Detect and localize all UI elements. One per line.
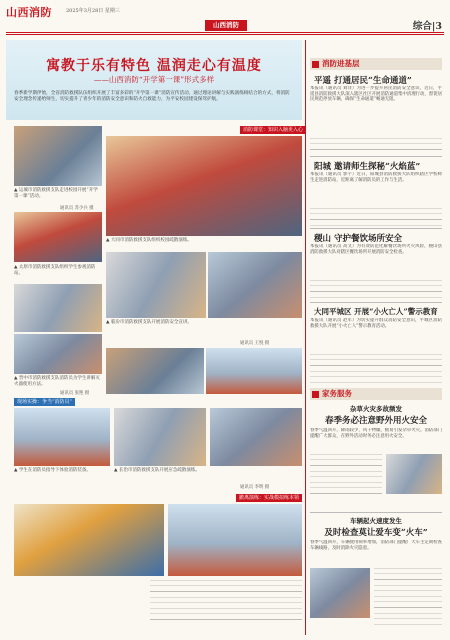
article-body-continued [310, 454, 382, 494]
section-header-household: 家务服务 [310, 388, 442, 400]
feature-title: 寓教于乐有特色 温润走心有温度 [46, 58, 262, 74]
photo-classroom-1 [14, 126, 102, 186]
photo-interview [208, 252, 302, 318]
photo-credit: 通讯员 王悦 摄 [240, 341, 270, 346]
photo-caption: ▲ 大同市消防救援支队组织校园疏散演练。 [106, 238, 192, 243]
article-body: 本报讯（通讯员 刘洋）为进一步提升居民消防安全意识，近日，平遥县消防救援大队深入辖区社区开展消防通道集中清理行动，督促居民规范停放车辆，确保“生命通道”畅通无阻。 [310, 86, 442, 103]
newspaper-masthead: 山西消防 [6, 6, 52, 19]
photo-caption: ▲ 学生在消防员指导下体验消防装备。 [14, 468, 91, 473]
feature-intro: 春季新学期伊始，全省消防救援队伍组织开展了丰富多彩的“开学第一课”消防宣传活动，通过理论讲解与实践演练相结合的方式，将消防安全理念传递给师生，切实提升了青少年的消防安全意识和防火自救能力，为平安校园建设保驾护航。 [14, 91, 290, 102]
divider [310, 156, 442, 157]
section-icon [312, 391, 319, 398]
photo-classroom-main [106, 136, 302, 236]
article-headline: 大同平城区 开展“小火亡人”警示教育 [314, 307, 438, 316]
photo-credit: 通讯员 张艳 摄 [60, 391, 90, 396]
section-tag-evacuation: 撤离演练：实战模拟练本领 [236, 494, 302, 502]
divider [310, 512, 442, 513]
section-header-grassroots: 消防进基层 [310, 58, 442, 70]
photo-firetruck [210, 408, 302, 466]
feature-subtitle: ——山西消防“开学第一课”形式多样 [93, 75, 215, 84]
page-label: 综合|3 [412, 21, 442, 32]
divider [310, 228, 442, 229]
top-rule-secondary [6, 34, 444, 35]
photo-credit: 通讯员 苏少兵 摄 [60, 206, 94, 211]
article-body-continued [374, 568, 442, 628]
column-divider [305, 40, 306, 635]
article-body-continued [310, 138, 442, 154]
photo-caption: ▲ 运城市消防救援支队走进校园开展“开学第一课”活动。 [14, 188, 98, 199]
article-body: 本报讯（通讯员 郭宇）近日，阳城县消防救援大队组织辖区学校师生走进消防站，近距离了解消防员的工作与生活。 [310, 172, 442, 183]
photo-evacuation-drill [14, 504, 164, 576]
photo-caption: ▲ 晋中市消防救援支队消防员为学生讲解灭火器使用方法。 [14, 376, 100, 387]
article-headline: 稷山 守护餐饮场所安全 [314, 234, 402, 244]
issue-date: 2025年3月28日 星期三 [66, 8, 120, 14]
article-headline: 阳城 邀请师生探秘“火焰蓝” [314, 162, 421, 172]
photo-caption: ▲ 临汾市消防救援支队开展消防安全宣讲。 [106, 320, 192, 325]
divider [310, 302, 442, 303]
article-kicker: 车辆起火速度发生 [350, 517, 402, 525]
article-body-continued [310, 208, 442, 226]
article-body-continued [310, 280, 442, 300]
article-headline: 春季务必注意野外用火安全 [324, 416, 427, 426]
photo-teaching [106, 348, 204, 394]
section-tag: 山西消防 [205, 20, 247, 31]
photo-caption: ▲ 太原市消防救援支队组织学生参观消防站。 [14, 265, 96, 276]
photo-drill-yard [14, 408, 110, 466]
article-body: 春季气温回升，降雨较少，风干物燥，极易引发杂草火灾。消防部门提醒广大群众，在野外活动时务必注意用火安全。 [310, 428, 442, 439]
section-tag-practice: 现场实操：争当“消防员” [14, 398, 75, 406]
evacuation-caption-text [150, 580, 302, 620]
photo-students-1 [14, 212, 102, 262]
photo-equipment [206, 348, 302, 394]
section-tag-classroom: 消防课堂：知识入脑更入心 [240, 126, 306, 134]
photo-firefighters-1 [14, 284, 102, 332]
photo-extinguisher [114, 408, 206, 466]
article-headline: 平遥 打通居民“生命通道” [314, 76, 412, 86]
article-body: 春季气温回升，车辆使用频率增加，消防部门提醒广大车主定期检查车辆线路，及时消除火灾隐患。 [310, 540, 442, 551]
article-headline: 及时检查莫让爱车变“火车” [324, 528, 428, 538]
photo-field-fire [386, 454, 442, 494]
photo-demonstration [106, 252, 206, 318]
article-body: 本报讯（通讯员 高文）为有效防范化解餐饮场所火灾风险，稷山县消防救援大队对辖区餐饮场所开展消防安全检查。 [310, 244, 442, 255]
top-rule [6, 32, 444, 33]
photo-car-fire [310, 568, 370, 618]
photo-fire-station [14, 334, 102, 374]
photo-caption: ▲ 长治市消防救援支队开展应急疏散演练。 [114, 468, 200, 473]
article-kicker: 杂草火灾多故频发 [350, 405, 402, 413]
article-body: 本报讯（通讯员 赵军）为切实提升群众消防安全意识，平城区消防救援大队开展“小火亡人”警示教育活动。 [310, 318, 442, 329]
photo-credit: 通讯员 李明 摄 [240, 485, 270, 490]
photo-students-evacuating [168, 504, 302, 576]
section-icon [312, 61, 319, 68]
article-body-continued [310, 354, 442, 384]
